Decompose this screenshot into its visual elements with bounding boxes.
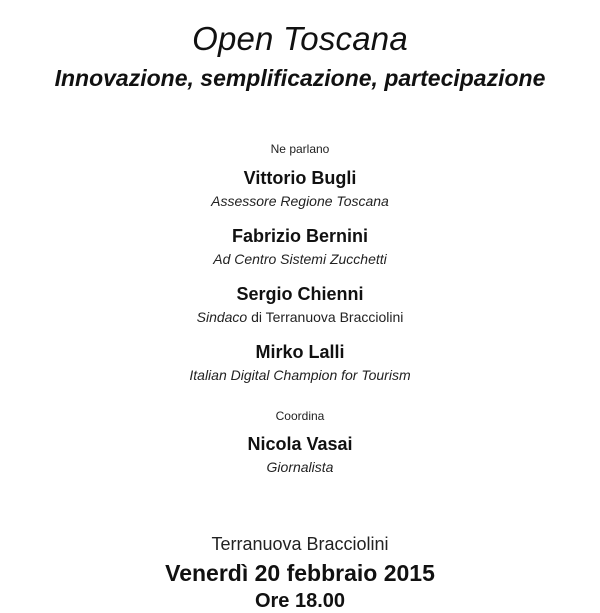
moderator-label: Coordina	[275, 409, 325, 423]
speakers-label: Ne parlano	[270, 142, 330, 156]
speaker-name: Sergio Chienni	[236, 284, 364, 304]
speaker-name: Vittorio Bugli	[243, 168, 357, 188]
page-subtitle: Innovazione, semplificazione, partecipazione	[54, 65, 546, 91]
speaker-name: Mirko Lalli	[255, 342, 345, 362]
moderator-name: Nicola Vasai	[247, 434, 353, 454]
speaker-role	[0, 309, 600, 325]
event-time: Ore 18.00	[254, 590, 346, 612]
speaker-role-place: di Terranuova Bracciolini	[247, 309, 404, 325]
speaker-role: Assessore Regione Toscana	[211, 193, 389, 209]
event-location: Terranuova Bracciolini	[211, 534, 389, 554]
event-date: Venerdì 20 febbraio 2015	[165, 560, 435, 586]
speaker-name: Fabrizio Bernini	[231, 226, 368, 246]
speaker-role: Italian Digital Champion for Tourism	[189, 367, 411, 383]
speaker-role: Ad Centro Sistemi Zucchetti	[213, 251, 387, 267]
page-title: Open Toscana	[192, 20, 408, 57]
speaker-role-title: Sindaco	[196, 309, 248, 325]
moderator-role: Giornalista	[266, 459, 334, 475]
